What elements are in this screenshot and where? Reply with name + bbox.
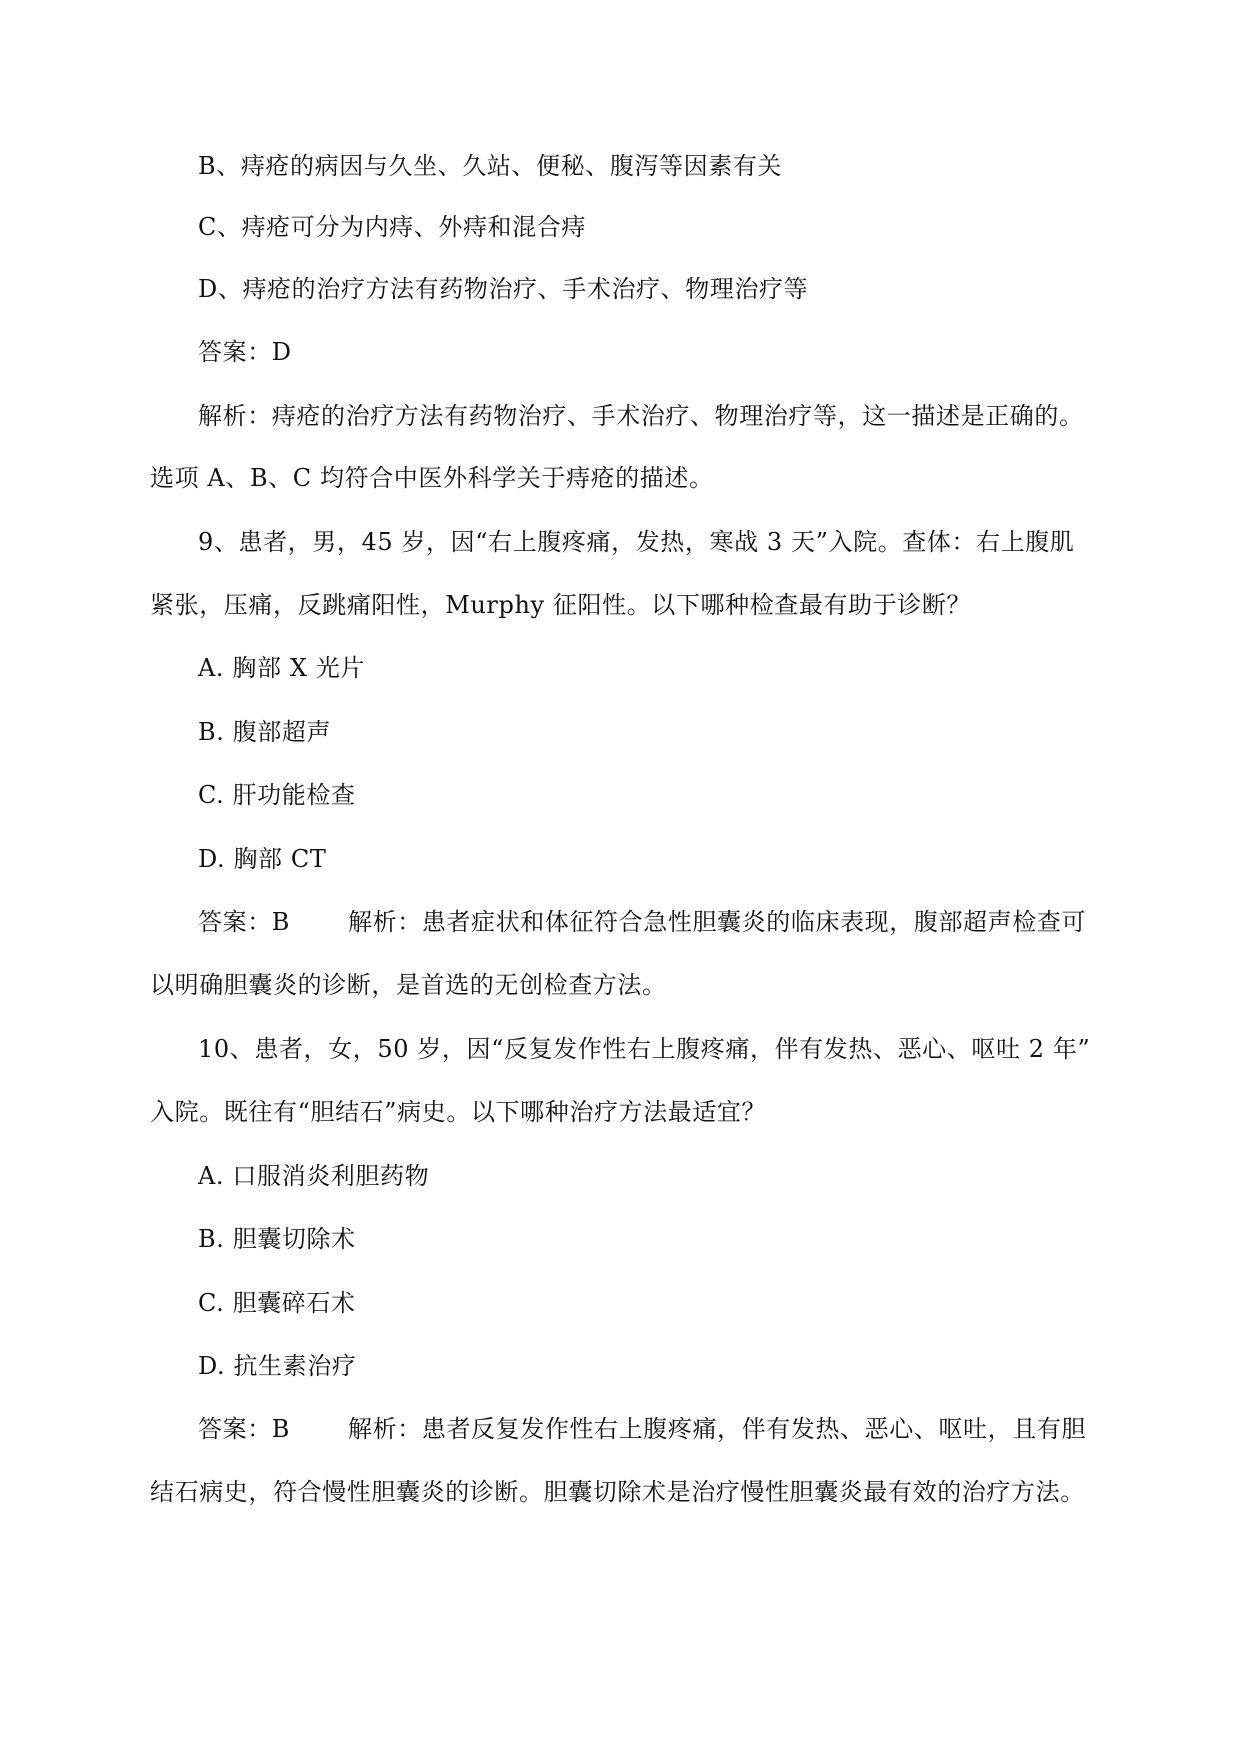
q9-answer: 答案：B <box>198 908 291 936</box>
q10-option-b: B. 胆囊切除术 <box>198 1225 356 1253</box>
q8-analysis-line2: 选项 A、B、C 均符合中医外科学关于痔疮的描述。 <box>150 464 714 492</box>
q10-analysis-line2: 结石病史，符合慢性胆囊炎的诊断。胆囊切除术是治疗慢性胆囊炎最有效的治疗方法。 <box>150 1478 1085 1506</box>
q8-option-c: C、痔疮可分为内痔、外痔和混合痔 <box>198 213 586 241</box>
q9-analysis-line2: 以明确胆囊炎的诊断，是首选的无创检查方法。 <box>150 971 667 999</box>
q9-stem-line2: 紧张，压痛，反跳痛阳性，Murphy 征阳性。以下哪种检查最有助于诊断？ <box>150 591 972 619</box>
q10-stem-line2: 入院。既往有“胆结石”病史。以下哪种治疗方法最适宜？ <box>150 1098 767 1126</box>
q9-option-d: D. 胸部 CT <box>198 845 327 873</box>
q10-option-a: A. 口服消炎利胆药物 <box>198 1162 430 1190</box>
q9-answer-row <box>198 906 1086 938</box>
q9-option-c: C. 肝功能检查 <box>198 781 356 809</box>
q10-analysis-line1: 解析：患者反复发作性右上腹疼痛，伴有发热、恶心、呕吐，且有胆 <box>348 1415 1087 1443</box>
q9-analysis-line1: 解析：患者症状和体征符合急性胆囊炎的临床表现，腹部超声检查可 <box>348 908 1087 936</box>
q10-answer: 答案：B <box>198 1415 291 1443</box>
q9-option-a: A. 胸部 X 光片 <box>198 654 365 682</box>
q9-stem-line1: 9、患者，男，45 岁，因“右上腹疼痛，发热，寒战 3 天”入院。查体：右上腹肌 <box>198 528 1075 556</box>
q10-option-d: D. 抗生素治疗 <box>198 1352 357 1380</box>
q10-option-c: C. 胆囊碎石术 <box>198 1289 356 1317</box>
q8-option-d: D、痔疮的治疗方法有药物治疗、手术治疗、物理治疗等 <box>198 275 809 303</box>
q10-answer-row <box>198 1413 1086 1445</box>
q10-stem-line1: 10、患者，女，50 岁，因“反复发作性右上腹疼痛，伴有发热、恶心、呕吐 2 年” <box>198 1035 1091 1063</box>
q9-option-b: B. 腹部超声 <box>198 718 332 746</box>
q8-analysis-line1: 解析：痔疮的治疗方法有药物治疗、手术治疗、物理治疗等，这一描述是正确的。 <box>198 402 1084 430</box>
q8-option-b: B、痔疮的病因与久坐、久站、便秘、腹泻等因素有关 <box>198 152 783 180</box>
q8-answer: 答案：D <box>198 338 292 366</box>
